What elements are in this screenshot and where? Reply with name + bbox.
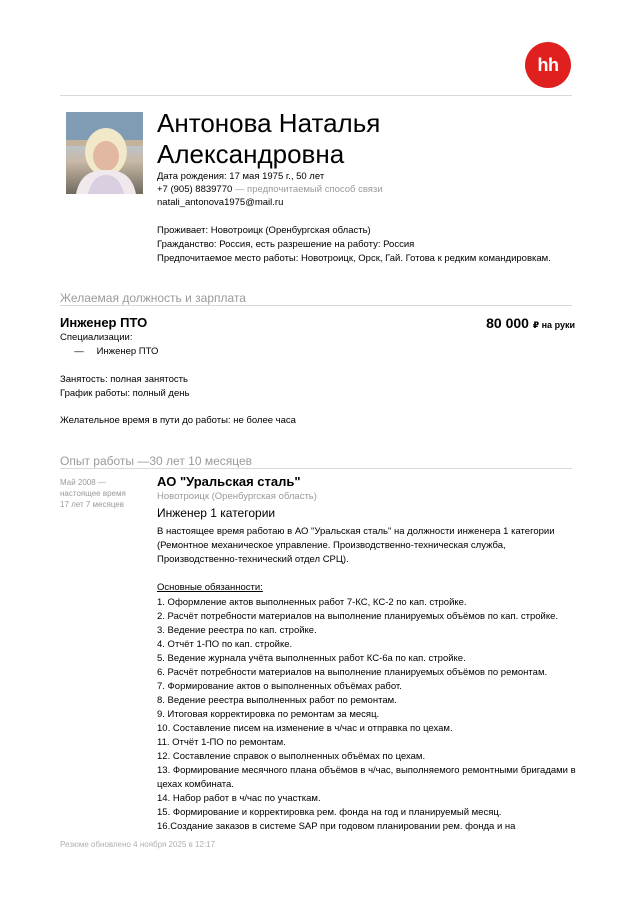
duties-list bbox=[157, 596, 582, 834]
duty-item: 1. Оформление актов выполненных работ 7-КС, КС-2 по кап. стройке. bbox=[157, 597, 467, 608]
phone-note: — предпочитаемый способ связи bbox=[232, 184, 383, 195]
duty-item: 15. Формирование и корректировка рем. фонда на год и планируемый месяц. bbox=[157, 807, 502, 818]
phone-row bbox=[157, 183, 383, 196]
preferred-location: Предпочитаемое место работы: Новотроицк, Орск, Гай. Готова к редким командировкам. bbox=[157, 253, 551, 264]
birth-date: Дата рождения: 17 мая 1975 г., 50 лет bbox=[157, 171, 325, 182]
schedule: График работы: полный день bbox=[60, 388, 190, 399]
desired-section-divider bbox=[60, 305, 572, 306]
duty-item: 10. Составление писем на изменение в ч/час и отправка по цехам. bbox=[157, 723, 453, 734]
duty-item: 3. Ведение реестра по кап. стройке. bbox=[157, 625, 317, 636]
commute: Желательное время в пути до работы: не более часа bbox=[60, 415, 296, 426]
duties-title: Основные обязанности: bbox=[157, 582, 263, 593]
duty-item: 13. Формирование месячного плана объёмов в ч/час, выполняемого ремонтными бригадами в цехах комбината. bbox=[157, 765, 576, 790]
header-divider bbox=[60, 95, 572, 96]
period-duration: 17 лет 7 месяцев bbox=[60, 500, 125, 509]
duty-item: 9. Итоговая корректировка по ремонтам за месяц. bbox=[157, 709, 380, 720]
profile-photo bbox=[66, 112, 143, 194]
desired-section-title: Желаемая должность и зарплата bbox=[60, 291, 246, 305]
residence: Проживает: Новотроицк (Оренбургская область) bbox=[157, 225, 371, 236]
email-link[interactable]: natali_antonova1975@mail.ru bbox=[157, 197, 284, 208]
duty-item: 2. Расчёт потребности материалов на выполнение планируемых объёмов по кап. стройке. bbox=[157, 611, 559, 622]
duty-item: 8. Ведение реестра выполненных работ по ремонтам. bbox=[157, 695, 397, 706]
name-line-1: Антонова Наталья bbox=[157, 108, 381, 138]
experience-section-title: Опыт работы —30 лет 10 месяцев bbox=[60, 454, 253, 468]
duty-item: 5. Ведение журнала учёта выполненных работ КС-6а по кап. стройке. bbox=[157, 653, 466, 664]
duty-item: 14. Набор работ в ч/час по участкам. bbox=[157, 793, 321, 804]
period-start: Май 2008 — bbox=[60, 478, 106, 487]
job-period bbox=[60, 477, 150, 510]
specialization-item bbox=[64, 345, 158, 358]
phone-number[interactable]: +7 (905) 8839770 bbox=[157, 184, 233, 195]
duty-item: 7. Формирование актов о выполненных объёмах работ. bbox=[157, 681, 402, 692]
job-position: Инженер 1 категории bbox=[157, 506, 276, 520]
employment: Занятость: полная занятость bbox=[60, 374, 188, 385]
job-description: В настоящее время работаю в АО "Уральская сталь" на должности инженера 1 категории (Ремонтное механическое управление. Производственно-техническая служба, Производственно-технический отдел СРЦ). bbox=[157, 526, 555, 565]
name-line-2: Александровна bbox=[157, 139, 345, 169]
updated-note: Резюме обновлено 4 ноября 2025 в 12:17 bbox=[60, 840, 216, 849]
period-end: настоящее время bbox=[60, 489, 126, 498]
specialization-label: Инженер ПТО bbox=[96, 346, 159, 357]
duty-item: 16.Создание заказов в системе SAP при годовом планировании рем. фонда и на bbox=[157, 821, 516, 832]
company-location: Новотроицк (Оренбургская область) bbox=[157, 491, 317, 502]
experience-section-divider bbox=[60, 468, 572, 469]
citizenship: Гражданство: Россия, есть разрешение на работу: Россия bbox=[157, 239, 415, 250]
salary-amount: 80 000 bbox=[486, 315, 529, 331]
specialization-dash: — bbox=[74, 346, 84, 357]
hh-logo: hh bbox=[525, 42, 571, 88]
company-name: АО "Уральская сталь" bbox=[157, 474, 301, 489]
specializations-label: Специализации: bbox=[60, 332, 133, 343]
duty-item: 11. Отчёт 1-ПО по ремонтам. bbox=[157, 737, 286, 748]
full-name bbox=[157, 108, 557, 170]
duty-item: 12. Составление справок о выполненных объёмах по цехам. bbox=[157, 751, 426, 762]
salary-suffix: ₽ на руки bbox=[532, 320, 575, 330]
duty-item: 6. Расчёт потребности материалов на выполнение планируемых объёмов по ремонтам. bbox=[157, 667, 548, 678]
duty-item: 4. Отчёт 1-ПО по кап. стройке. bbox=[157, 639, 293, 650]
desired-position: Инженер ПТО bbox=[60, 315, 148, 330]
salary bbox=[486, 315, 575, 331]
